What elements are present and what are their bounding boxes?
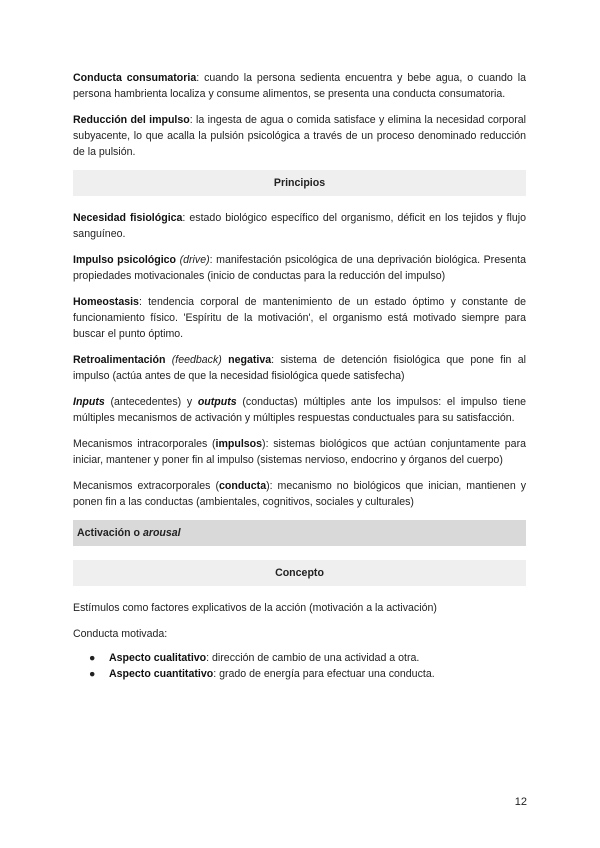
term: negativa xyxy=(228,354,272,366)
term: Aspecto cualitativo xyxy=(109,652,207,664)
bullet-icon: ● xyxy=(89,652,96,664)
term: conducta xyxy=(219,480,267,492)
term: Impulso psicológico xyxy=(73,254,177,266)
section-header-concepto: Concepto xyxy=(73,560,526,586)
paragraph-text: : manifestación psicológica de una deprivación biológica. Presenta propiedades motivacionales (inicio de conductas para la reducción del impulso) xyxy=(73,254,526,282)
paragraph-impulso xyxy=(73,252,526,284)
paragraph-text: : la ingesta de agua o comida satisface y elimina la necesidad corporal subyacente, lo que acalla la pulsión psicológica a través de un proceso denominado reducción de la pulsión. xyxy=(73,114,526,158)
term: Reducción del impulso xyxy=(73,114,190,126)
paragraph-reduccion-impulso xyxy=(73,112,526,160)
term: Retroalimentación xyxy=(73,354,166,366)
paragraph-text: : estado biológico específico del organismo, déficit en los tejidos y flujo sanguíneo. xyxy=(73,212,526,240)
paragraph-text: ): sistemas biológicos que actúan conjuntamente para iniciar, mantener y poner fin al impulso (sistemas nervioso, endocrino y órganos del cuerpo) xyxy=(73,438,526,466)
paragraph-text: ): mecanismo no biológicos que inician, mantienen y ponen fin a las conductas (ambientales, cognitivos, sociales y culturales) xyxy=(73,480,527,508)
term: Necesidad fisiológica xyxy=(73,212,183,224)
list-item xyxy=(89,650,526,666)
list-item-text: : grado de energía para efectuar una conducta. xyxy=(213,668,435,680)
paragraph-text: : tendencia corporal de mantenimiento de un estado óptimo y constante de funcionamiento físico. 'Espíritu de la motivación', el organismo está motivado siempre para buscar el punto óptimo. xyxy=(73,296,526,340)
section-header-italic: arousal xyxy=(142,527,181,539)
paragraph-text: (conductas) múltiples ante los impulsos: el impulso tiene múltiples mecanismos de activación y múltiples respuestas conductuales para su satisfacción. xyxy=(73,396,526,424)
term: Homeostasis xyxy=(73,296,139,308)
paragraph-retroalimentacion xyxy=(73,352,526,384)
italic-term: (drive) xyxy=(179,254,210,266)
paragraph-text: : cuando la persona sedienta encuentra y bebe agua, o cuando la persona hambrienta localiza y consume alimentos, se presenta una conducta consumatoria. xyxy=(73,72,526,100)
italic-term: Inputs xyxy=(73,396,105,408)
term: Aspecto cuantitativo xyxy=(109,668,214,680)
paragraph-inputs-outputs xyxy=(73,394,526,426)
list-item-text: : dirección de cambio de una actividad a otra. xyxy=(206,652,420,664)
paragraph-text: Mecanismos extracorporales ( xyxy=(73,480,219,492)
bullet-list xyxy=(73,650,526,682)
paragraph-text: Mecanismos intracorporales ( xyxy=(73,438,216,450)
italic-term: outputs xyxy=(197,396,237,408)
term: Conducta consumatoria xyxy=(73,72,197,84)
paragraph-homeostasis xyxy=(73,294,526,342)
section-header-activacion xyxy=(73,520,526,546)
paragraph-necesidad xyxy=(73,210,526,242)
term: impulsos xyxy=(215,438,263,450)
document-page xyxy=(73,70,526,682)
paragraph-extracorporales xyxy=(73,478,526,510)
paragraph-intracorporales xyxy=(73,436,526,468)
paragraph-conducta-consumatoria xyxy=(73,70,526,102)
list-item xyxy=(89,666,526,682)
section-header-principios: Principios xyxy=(73,170,526,196)
paragraph-estimulos: Estímulos como factores explicativos de la acción (motivación a la activación) xyxy=(73,602,437,614)
paragraph-text: (antecedentes) y xyxy=(104,396,198,408)
bullet-icon: ● xyxy=(89,668,96,680)
italic-term: (feedback) xyxy=(171,354,222,366)
page-number: 12 xyxy=(514,796,527,808)
paragraph-text: : sistema de detención fisiológica que pone fin al impulso (actúa antes de que la necesidad fisiológica quede satisfecha) xyxy=(73,354,526,382)
section-header-text: Activación o xyxy=(77,527,143,539)
paragraph-conducta-motivada: Conducta motivada: xyxy=(73,628,168,640)
